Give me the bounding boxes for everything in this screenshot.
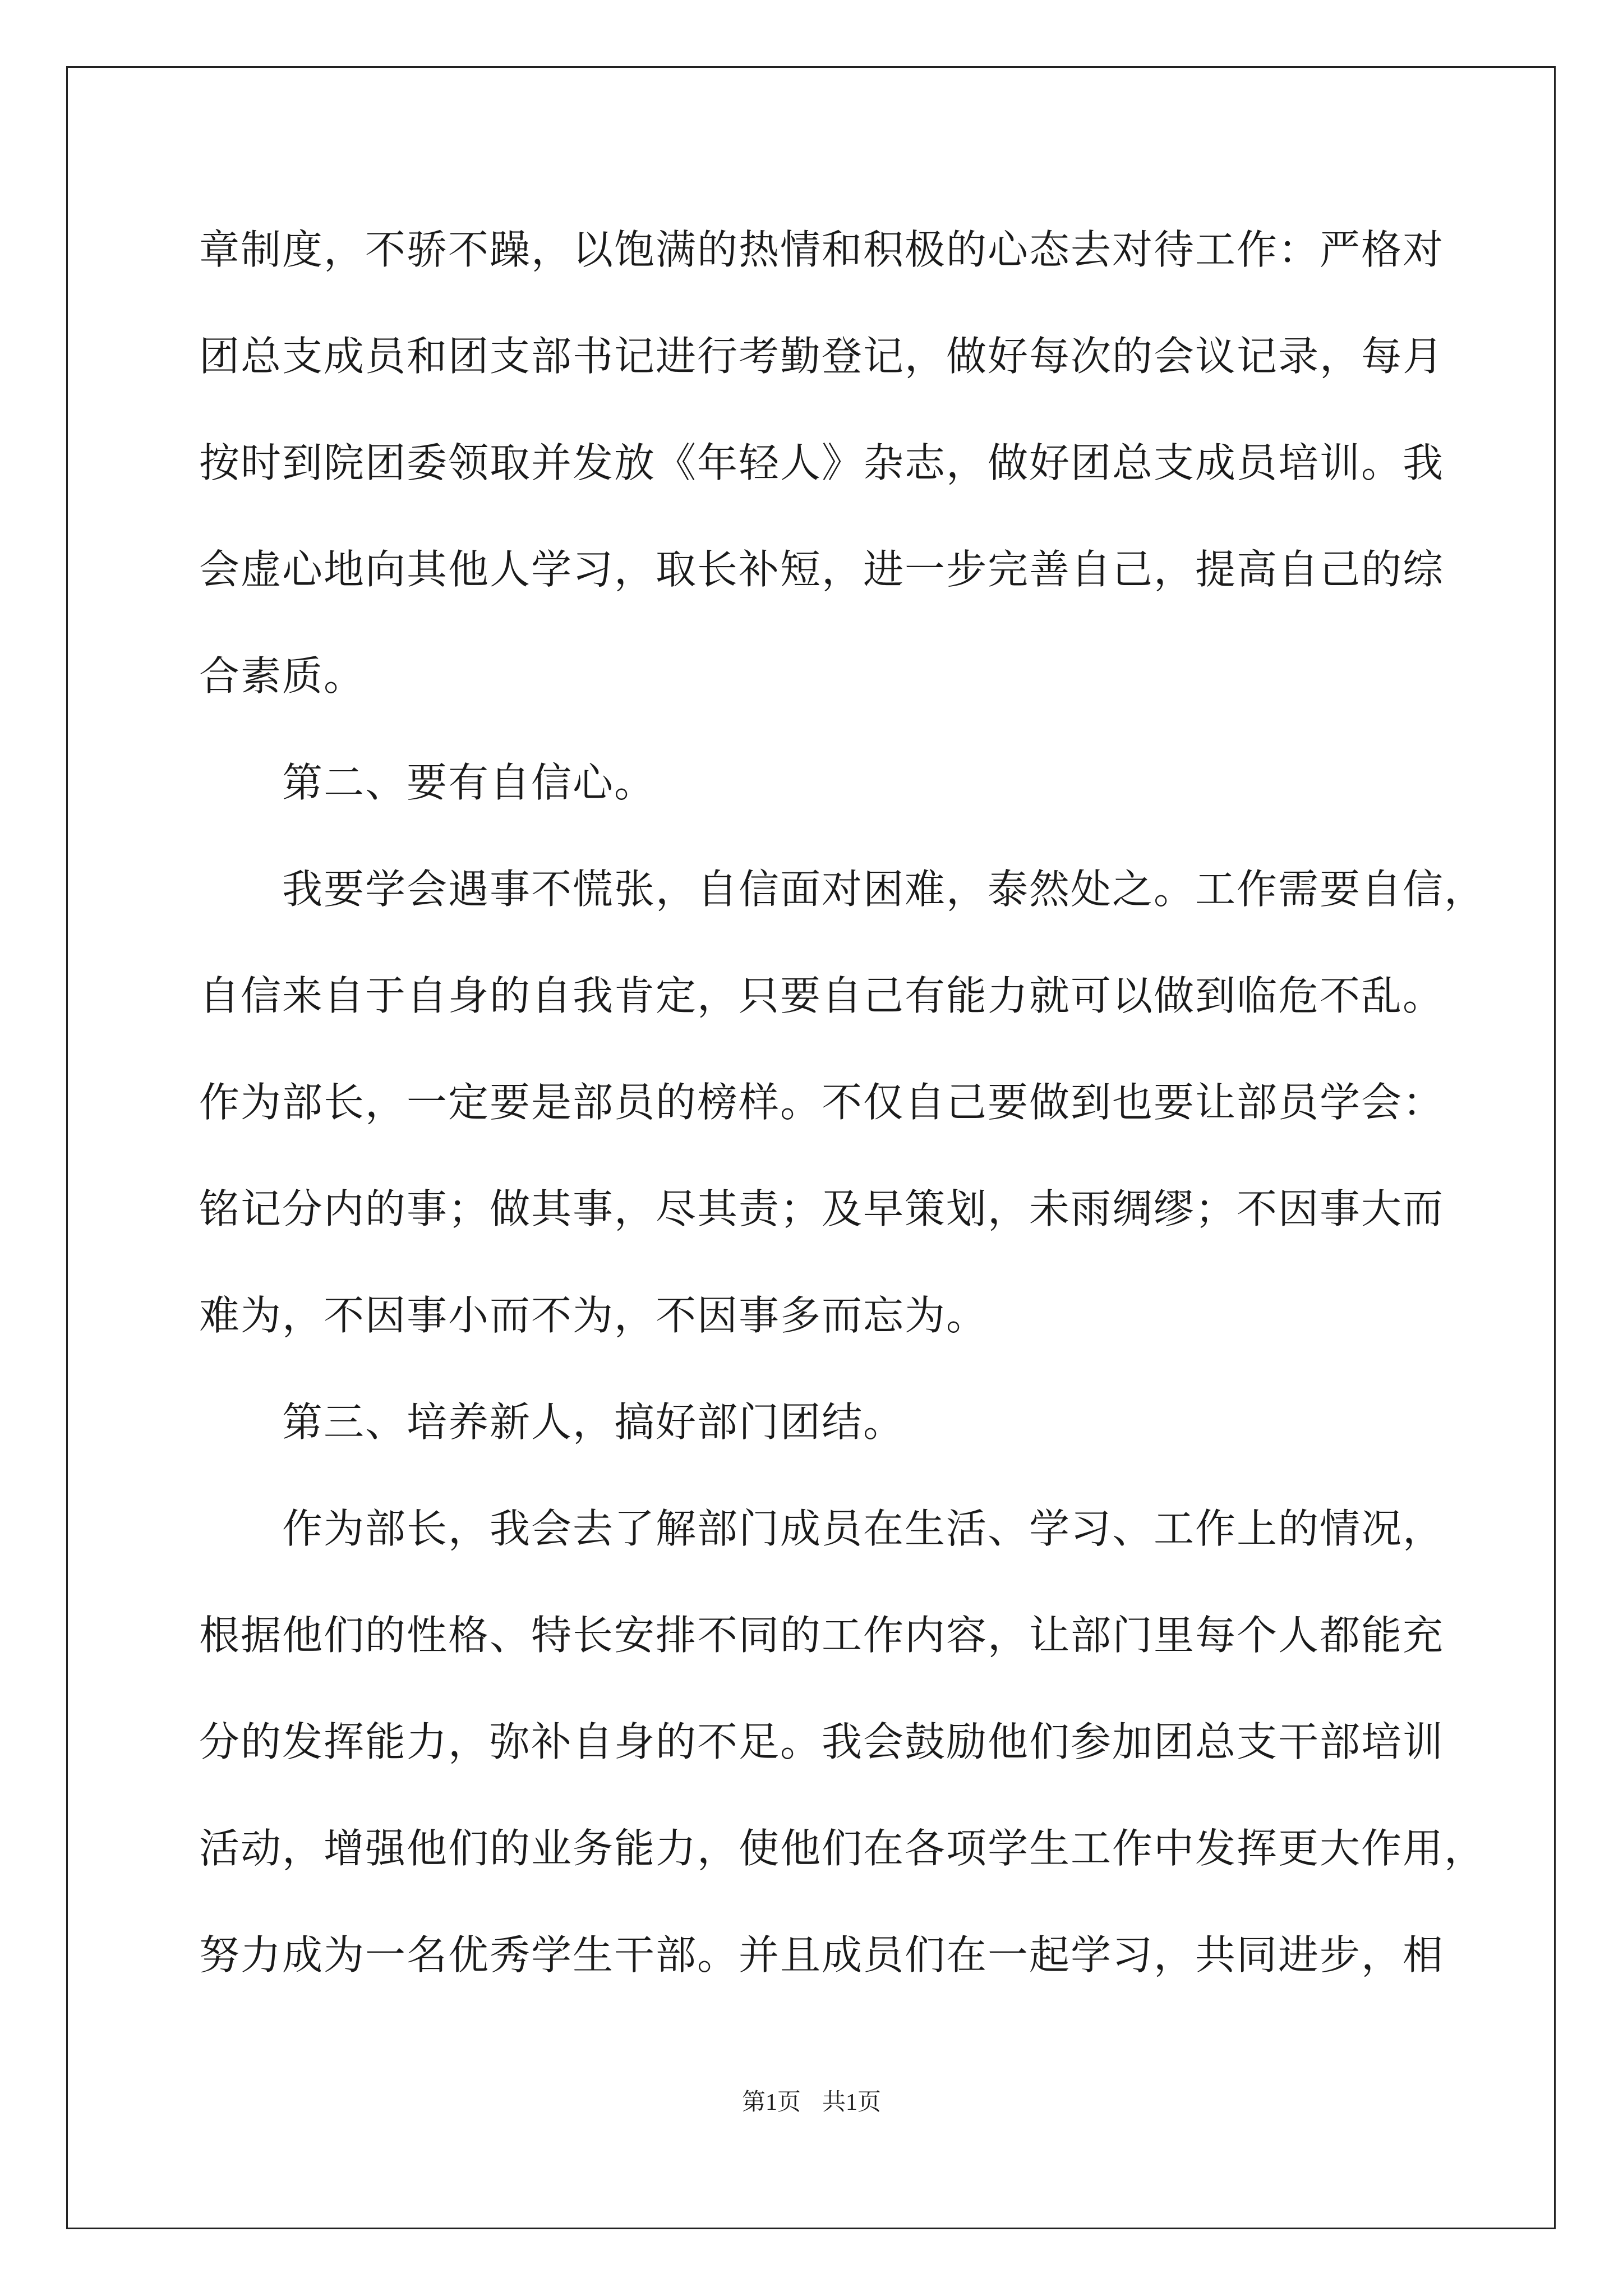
text-line: 根据他们的性格、特长安排不同的工作内容，让部门里每个人都能充 <box>199 1612 1445 1659</box>
text-line: 第三、培养新人，搞好部门团结。 <box>282 1398 905 1446</box>
text-line: 团总支成员和团支部书记进行考勤登记，做好每次的会议记录，每月 <box>199 333 1445 380</box>
text-line: 努力成为一名优秀学生干部。并且成员们在一起学习，共同进步，相 <box>199 1931 1445 1978</box>
text-line: 作为部长，我会去了解部门成员在生活、学习、工作上的情况， <box>282 1505 1445 1552</box>
text-line: 铭记分内的事；做其事，尽其责；及早策划，未雨绸缪；不因事大而 <box>199 1185 1445 1232</box>
text-line: 自信来自于自身的自我肯定，只要自己有能力就可以做到临危不乱。 <box>199 972 1445 1019</box>
text-line: 活动，增强他们的业务能力，使他们在各项学生工作中发挥更大作用， <box>199 1825 1486 1872</box>
text-line: 章制度，不骄不躁，以饱满的热情和积极的心态去对待工作：严格对 <box>199 226 1445 273</box>
text-line: 合素质。 <box>199 652 366 700</box>
document-body <box>199 219 1486 2031</box>
page-total: 共1页 <box>822 2090 882 2115</box>
text-line: 会虚心地向其他人学习，取长补短，进一步完善自己，提高自己的综 <box>199 546 1445 593</box>
text-line: 按时到院团委领取并发放《年轻人》杂志，做好团总支成员培训。我 <box>199 439 1445 486</box>
text-line: 作为部长，一定要是部员的榜样。不仅自己要做到也要让部员学会： <box>199 1079 1445 1126</box>
text-line: 分的发挥能力，弥补自身的不足。我会鼓励他们参加团总支干部培训 <box>199 1718 1445 1765</box>
text-line: 难为，不因事小而不为，不因事多而忘为。 <box>199 1292 988 1339</box>
text-line: 第二、要有自信心。 <box>282 759 656 806</box>
text-line: 我要学会遇事不慌张，自信面对困难，泰然处之。工作需要自信， <box>282 866 1486 913</box>
page-number: 第1页 <box>741 2090 801 2115</box>
page-footer <box>0 2086 1623 2119</box>
